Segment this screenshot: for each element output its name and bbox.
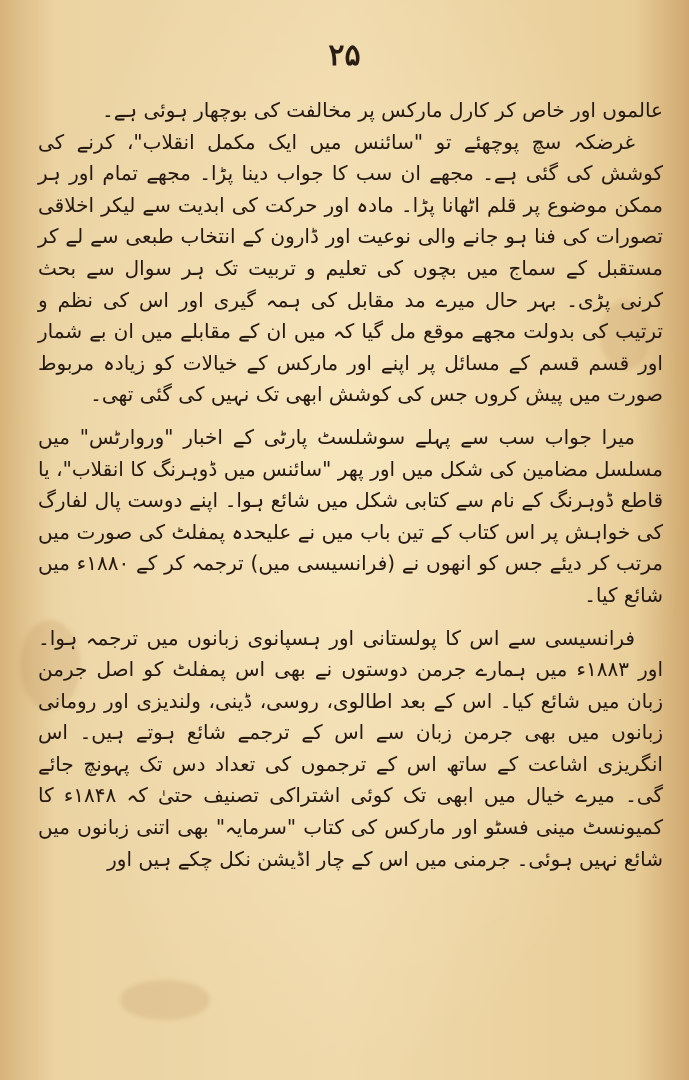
paragraph: عالموں اور خاص کر کارل مارکس پر مخالفت کی بوچھار ہوئی ہے۔ bbox=[101, 98, 663, 122]
paragraph-gap bbox=[38, 411, 663, 422]
paragraph-gap bbox=[38, 612, 663, 623]
paragraph: میرا جواب سب سے پہلے سوشلسٹ پارٹی کے اخبار "وروارٹس" میں مسلسل مضامین کی شکل میں اور پھر "سائنس میں ڈوہرنگ کا انقلاب"، یا قاطع ڈوہرنگ کے نام سے کتابی شکل میں شائع ہوا۔ اپنے دوست پال لفارگ کی خواہش پر اس کتاب کے تین باب میں نے علیحدہ پمفلٹ کی صورت میں مرتب کر دیئے جس کو انھوں نے (فرانسیسی میں) ترجمہ کر کے ۱۸۸۰ء میں شائع کیا۔ bbox=[38, 424, 663, 607]
body-text bbox=[38, 95, 663, 875]
page-number: ۲۵ bbox=[328, 38, 361, 73]
paper-stain bbox=[120, 980, 210, 1020]
paragraph: فرانسیسی سے اس کا پولستانی اور ہسپانوی زبانوں میں ترجمہ ہوا۔ اور ۱۸۸۳ء میں ہمارے جرمن دوستوں نے بھی اس پمفلٹ کو اصل جرمن زبان میں شائع کیا۔ اس کے بعد اطالوی، روسی، ڈینی، ولندیزی اور رومانی زبانوں میں بھی جرمن زبان سے اس کے ترجمے شائع ہوتے ہیں۔ اس انگریزی اشاعت کے ساتھ اس کے ترجموں کی تعداد دس تک پہونچ جائے گی۔ میرے خیال میں ابھی تک کوئی اشتراکی تصنیف حتیٰ کہ ۱۸۴۸ء کا کمیونسٹ مینی فسٹو اور مارکس کی کتاب "سرمایہ" بھی اتنی زبانوں میں شائع نہیں ہوئی۔ جرمنی میں اس کے چار اڈیشن نکل چکے ہیں اور bbox=[38, 625, 663, 871]
paragraph: غرضکہ سچ پوچھئے تو "سائنس میں ایک مکمل انقلاب"، کرنے کی کوشش کی گئی ہے۔ مجھے ان سب کا جواب دینا پڑا۔ مجھے تمام اور ہر ممکن موضوع پر قلم اٹھانا پڑا۔ مادہ اور حرکت کی ابدیت سے لیکر اخلاقی تصورات کی فنا ہو جانے والی نوعیت اور ڈارون کے انتخاب طبعی سے لے کر مستقبل کے سماج میں بچوں کی تعلیم و تربیت تک ہر سوال سے بحث کرنی پڑی۔ بہر حال میرے مد مقابل کی ہمہ گیری اور اس کی نظم و ترتیب کی بدولت مجھے موقع مل گیا کہ میں ان کے مقابلے میں ان بے شمار اور قسم قسم کے مسائل پر اپنے اور مارکس کے خیالات کو زیادہ مربوط صورت میں پیش کروں جس کی کوشش ابھی تک نہیں کی گئی تھی۔ bbox=[38, 129, 663, 407]
